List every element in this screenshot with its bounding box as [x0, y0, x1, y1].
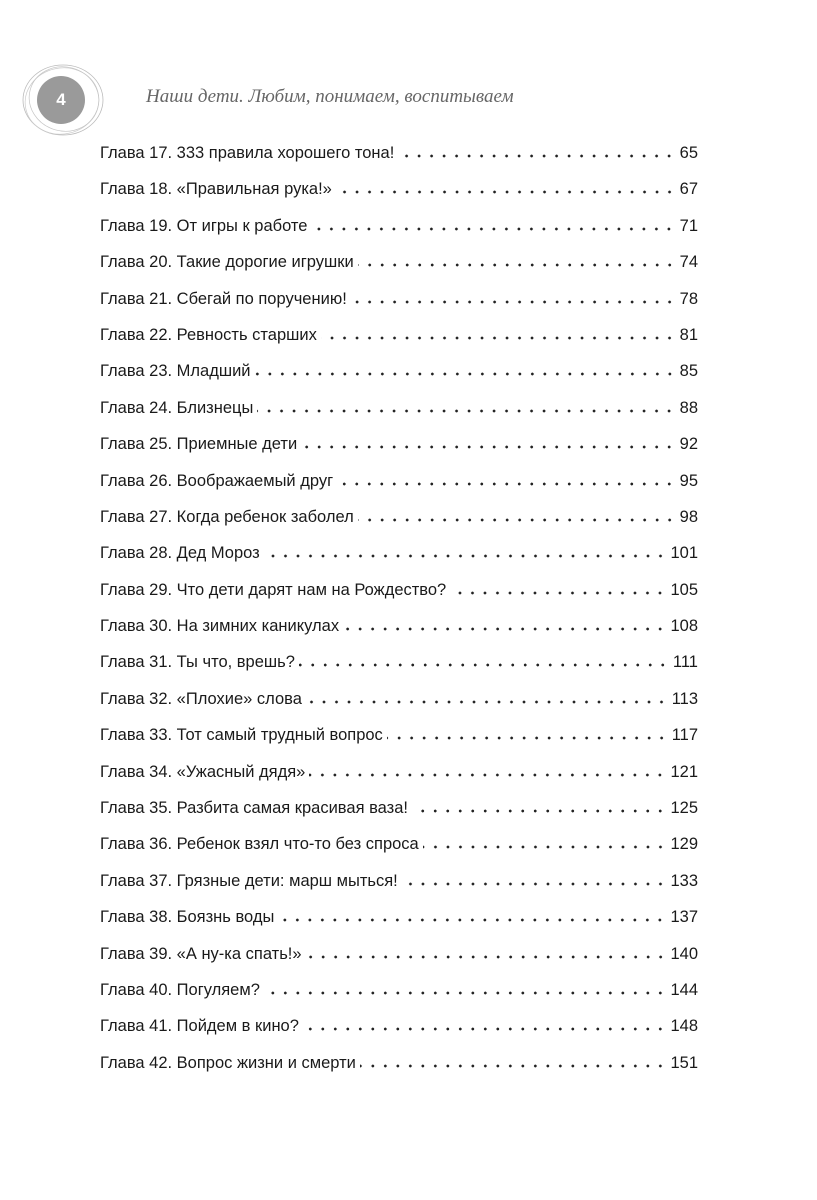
toc-entry-page: 98	[679, 507, 698, 526]
toc-entry[interactable]	[100, 799, 698, 835]
toc-entry-page: 125	[670, 799, 698, 818]
toc-entry-title: Глава 29. Что дети дарят нам на Рождество?	[100, 580, 447, 599]
toc-entry[interactable]	[100, 908, 698, 944]
toc-entry-page: 113	[671, 689, 698, 708]
dot-leader	[337, 482, 676, 486]
toc-entry-title: Глава 33. Тот самый трудный вопрос	[100, 726, 383, 745]
toc-entry[interactable]	[100, 180, 698, 216]
toc-entry-title: Глава 36. Ребенок взял что-то без спроса	[100, 835, 419, 854]
toc-entry[interactable]	[100, 508, 698, 544]
toc-entry[interactable]	[100, 472, 698, 508]
toc-entry-title: Глава 24. Близнецы	[100, 398, 254, 417]
toc-entry-page: 65	[679, 144, 698, 162]
toc-entry-title: Глава 17. 333 правила хорошего тона!	[100, 144, 395, 162]
toc-entry-page: 101	[670, 544, 698, 563]
dot-leader	[264, 554, 667, 558]
dot-leader	[360, 1064, 667, 1068]
dot-leader	[398, 154, 675, 158]
toc-entry[interactable]	[100, 981, 698, 1017]
dot-leader	[358, 263, 676, 267]
toc-entry[interactable]	[100, 362, 698, 398]
dot-leader	[257, 409, 675, 413]
dot-leader	[306, 955, 667, 959]
toc-entry-title: Глава 30. На зимних каникулах	[100, 617, 340, 636]
toc-entry-title: Глава 22. Ревность старших	[100, 325, 317, 344]
dot-leader	[402, 882, 667, 886]
toc-entry-page: 111	[672, 653, 698, 672]
toc-entry-page: 88	[679, 398, 698, 417]
toc-entry-page: 81	[679, 325, 698, 344]
toc-entry-page: 85	[679, 362, 698, 381]
toc-entry-page: 121	[670, 762, 698, 781]
toc-entry-page: 140	[670, 944, 698, 963]
toc-entry-page: 117	[671, 726, 698, 745]
dot-leader	[264, 991, 667, 995]
dot-leader	[321, 336, 676, 340]
toc-entry[interactable]	[100, 872, 698, 908]
toc-entry[interactable]	[100, 690, 698, 726]
dot-leader	[387, 736, 668, 740]
dot-leader	[306, 700, 668, 704]
toc-entry-title: Глава 41. Пойдем в кино?	[100, 1017, 299, 1036]
toc-entry[interactable]	[100, 726, 698, 762]
toc-entry[interactable]	[100, 435, 698, 471]
toc-entry[interactable]	[100, 1054, 698, 1090]
toc-entry[interactable]	[100, 290, 698, 326]
toc-entry[interactable]	[100, 835, 698, 871]
toc-entry[interactable]	[100, 617, 698, 653]
toc-entry-page: 144	[670, 980, 698, 999]
toc-entry-page: 148	[670, 1017, 698, 1036]
toc-entry-page: 137	[670, 908, 698, 927]
dot-leader	[358, 518, 676, 522]
dot-leader	[412, 809, 666, 813]
dot-leader	[450, 591, 666, 595]
toc-entry-page: 105	[670, 580, 698, 599]
dot-leader	[278, 918, 666, 922]
toc-entry-page: 108	[670, 617, 698, 636]
toc-entry-title: Глава 25. Приемные дети	[100, 435, 298, 454]
dot-leader	[311, 227, 675, 231]
dot-leader	[255, 372, 676, 376]
dot-leader	[301, 445, 675, 449]
dot-leader	[336, 190, 676, 194]
toc-entry-page: 67	[679, 180, 698, 199]
running-title: Наши дети. Любим, понимаем, воспитываем	[146, 86, 514, 107]
dot-leader	[309, 773, 666, 777]
toc-entry[interactable]	[100, 326, 698, 362]
toc-entry-title: Глава 39. «А ну-ка спать!»	[100, 944, 302, 963]
table-of-contents	[100, 144, 698, 1090]
dot-leader	[351, 300, 676, 304]
toc-entry[interactable]	[100, 1017, 698, 1053]
toc-entry[interactable]	[100, 581, 698, 617]
toc-entry-title: Глава 32. «Плохие» слова	[100, 689, 302, 708]
toc-entry-page: 92	[679, 435, 698, 454]
toc-entry[interactable]	[100, 763, 698, 799]
page-number: 4	[37, 76, 85, 124]
toc-entry-title: Глава 19. От игры к работе	[100, 216, 308, 235]
toc-entry-page: 133	[670, 871, 698, 890]
toc-entry-title: Глава 40. Погуляем?	[100, 980, 260, 999]
toc-entry[interactable]	[100, 399, 698, 435]
toc-entry-title: Глава 42. Вопрос жизни и смерти	[100, 1053, 356, 1072]
toc-entry-title: Глава 35. Разбита самая красивая ваза!	[100, 799, 408, 818]
dot-leader	[303, 1027, 667, 1031]
toc-entry-title: Глава 26. Воображаемый друг	[100, 471, 334, 490]
toc-entry-title: Глава 38. Боязнь воды	[100, 908, 275, 927]
toc-entry-title: Глава 28. Дед Мороз	[100, 544, 260, 563]
dot-leader	[299, 663, 669, 667]
dot-leader	[423, 845, 667, 849]
toc-entry[interactable]	[100, 653, 698, 689]
toc-entry[interactable]	[100, 144, 698, 180]
toc-entry-page: 74	[679, 253, 698, 272]
toc-entry[interactable]	[100, 217, 698, 253]
toc-entry[interactable]	[100, 544, 698, 580]
toc-entry-title: Глава 20. Такие дорогие игрушки	[100, 253, 354, 272]
toc-entry-title: Глава 34. «Ужасный дядя»	[100, 762, 306, 781]
toc-entry-title: Глава 23. Младший	[100, 362, 251, 381]
toc-entry[interactable]	[100, 945, 698, 981]
toc-entry-page: 129	[670, 835, 698, 854]
toc-entry-title: Глава 21. Сбегай по поручению!	[100, 289, 347, 308]
toc-entry-title: Глава 18. «Правильная рука!»	[100, 180, 332, 199]
dot-leader	[343, 627, 666, 631]
toc-entry-page: 95	[679, 471, 698, 490]
toc-entry[interactable]	[100, 253, 698, 289]
toc-entry-page: 78	[679, 289, 698, 308]
toc-entry-page: 71	[679, 216, 698, 235]
toc-entry-title: Глава 27. Когда ребенок заболел	[100, 507, 354, 526]
toc-entry-title: Глава 31. Ты что, врешь?	[100, 653, 295, 672]
toc-entry-title: Глава 37. Грязные дети: марш мыться!	[100, 871, 398, 890]
toc-entry-page: 151	[670, 1053, 698, 1072]
